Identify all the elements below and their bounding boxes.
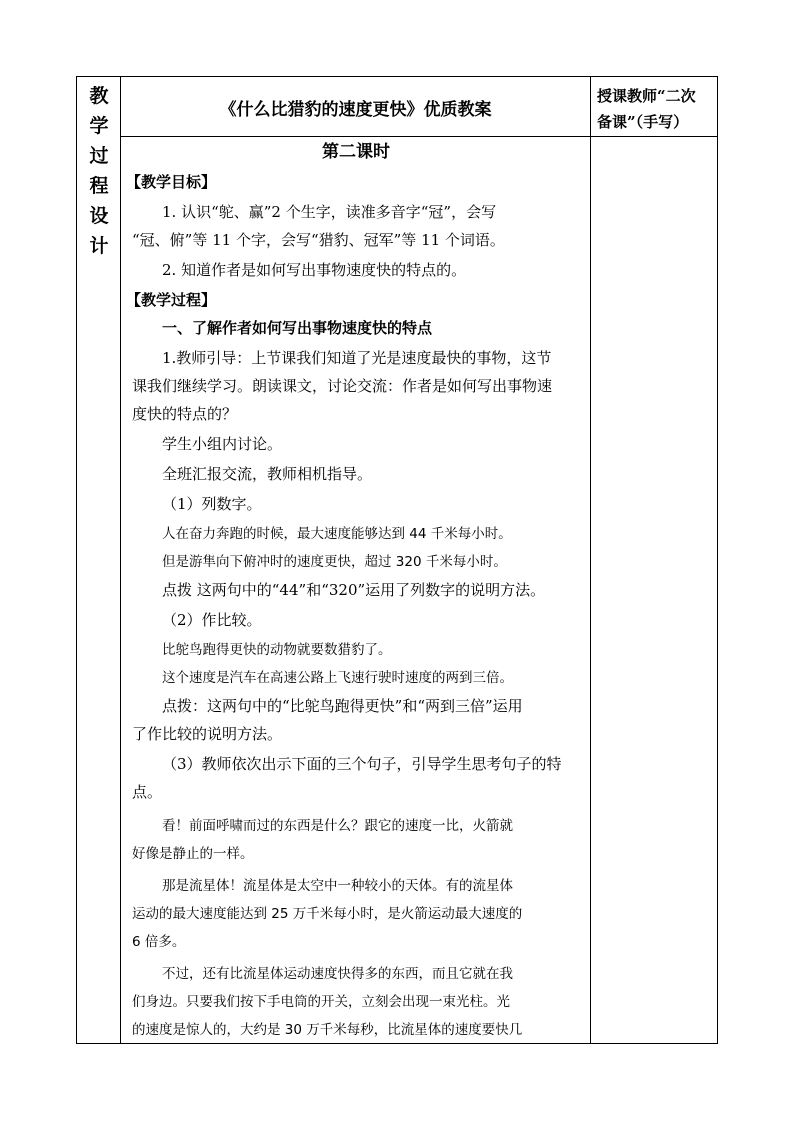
quoted-sentence: 看！前面呼啸而过的东西是什么？跟它的速度一比，火箭就 xyxy=(162,818,513,834)
teacher-note-line: 授课教师“二次 xyxy=(597,87,696,105)
quoted-sentence: 的速度是惊人的，大约是 30 万千米每秒，比流星体的速度要快几 xyxy=(132,1022,523,1038)
teacher-note-header xyxy=(597,83,715,135)
lesson-subtitle: 第二课时 xyxy=(322,142,390,162)
method-label: （1）列数字。 xyxy=(162,495,262,513)
paragraph-line: 1.教师引导：上节课我们知道了光是速度最快的事物，这节 xyxy=(162,349,552,367)
quoted-sentence: 比鸵鸟跑得更快的动物就要数猎豹了。 xyxy=(162,642,392,658)
paragraph-line: 度快的特点的？ xyxy=(132,405,238,423)
paragraph-line: 全班汇报交流，教师相机指导。 xyxy=(162,465,373,483)
tip-line: 点拨：这两句中的“比鸵鸟跑得更快”和“两到三倍”运用 xyxy=(162,697,523,715)
note-row-divider xyxy=(591,136,717,137)
goal-line: 1. 认识“鸵、赢”2 个生字，读准多音字“冠”，会写 xyxy=(162,203,497,221)
left-header-cell xyxy=(77,77,121,1043)
quoted-sentence: 不过，还有比流星体运动速度快得多的东西，而且它就在我 xyxy=(162,966,513,982)
quoted-sentence: 但是游隼向下俯冲时的速度更快，超过 320 千米每小时。 xyxy=(162,554,507,570)
goal-heading: 【教学目标】 xyxy=(126,173,217,191)
left-header-char: 计 xyxy=(89,235,109,257)
lesson-content xyxy=(122,138,590,1043)
quoted-sentence: 运动的最大速度能达到 25 万千米每小时，是火箭运动最大速度的 xyxy=(132,906,523,922)
quoted-sentence: 们身边。只要我们按下手电筒的开关，立刻会出现一束光柱。光 xyxy=(132,994,510,1010)
goal-line: 2. 知道作者是如何写出事物速度快的特点的。 xyxy=(162,261,467,279)
method-label: （3）教师依次出示下面的三个句子，引导学生思考句子的特 xyxy=(162,755,562,773)
goal-line: “冠、俯”等 11 个字，会写“猎豹、冠军”等 11 个词语。 xyxy=(132,231,505,249)
left-header-char: 设 xyxy=(89,205,109,227)
document-title: 《什么比猎豹的速度更快》优质教案 xyxy=(219,99,492,120)
quoted-sentence: 这个速度是汽车在高速公路上飞速行驶时速度的两到三倍。 xyxy=(162,670,513,686)
tip-line: 了作比较的说明方法。 xyxy=(132,725,283,743)
quoted-sentence: 人在奋力奔跑的时候，最大速度能够达到 44 千米每小时。 xyxy=(162,526,512,542)
process-heading: 【教学过程】 xyxy=(126,291,217,309)
lesson-plan-table xyxy=(76,76,718,1044)
tip-line: 点拨 这两句中的“44”和“320”运用了列数字的说明方法。 xyxy=(162,581,546,599)
quoted-sentence: 6 倍多。 xyxy=(132,934,186,950)
teacher-note-line: 备课”（手写） xyxy=(597,113,689,131)
column-divider-right xyxy=(590,77,591,1043)
left-header-char: 过 xyxy=(89,145,109,167)
quoted-sentence: 好像是静止的一样。 xyxy=(132,846,254,862)
method-label: （2）作比较。 xyxy=(162,611,262,629)
method-label: 点。 xyxy=(132,783,163,801)
paragraph-line: 课我们继续学习。朗读课文，讨论交流：作者是如何写出事物速 xyxy=(132,377,553,395)
section-heading: 一、了解作者如何写出事物速度快的特点 xyxy=(162,319,433,337)
left-header-char: 程 xyxy=(89,175,109,197)
paragraph-line: 学生小组内讨论。 xyxy=(162,435,283,453)
quoted-sentence: 那是流星体！流星体是太空中一种较小的天体。有的流星体 xyxy=(162,878,513,894)
left-header-char: 教 xyxy=(89,85,109,107)
left-header-char: 学 xyxy=(89,115,109,137)
